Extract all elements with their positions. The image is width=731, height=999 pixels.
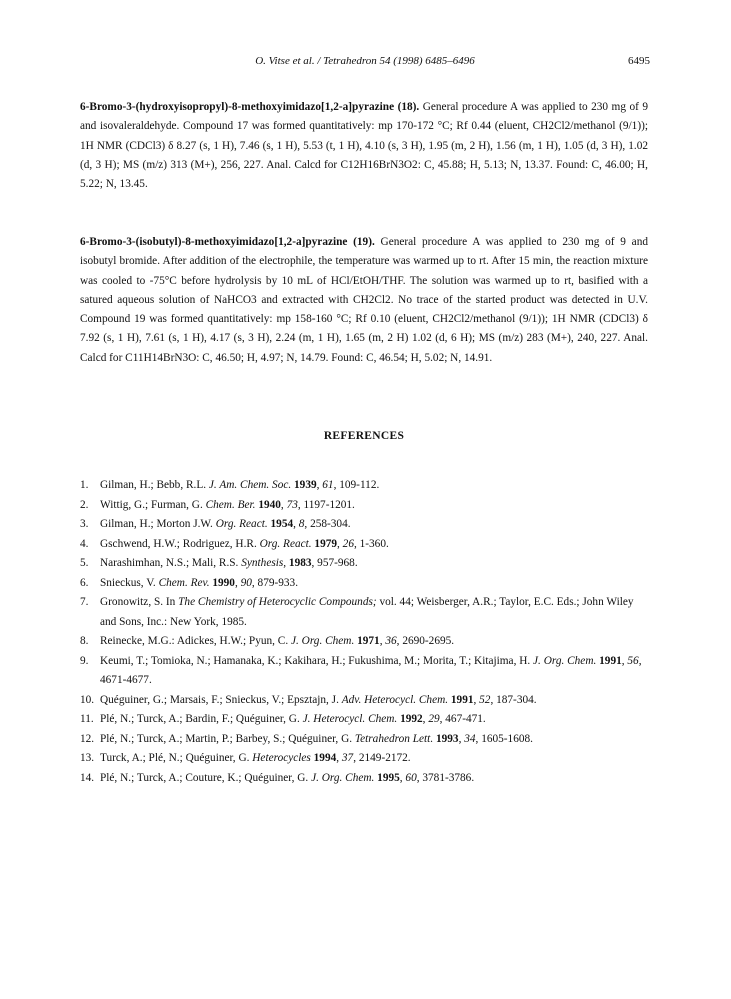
reference-year: 1939 [294, 479, 317, 491]
reference-item: 5. Narashimhan, N.S.; Mali, R.S. Synthesis, 1983, 957-968. [80, 554, 648, 574]
reference-number: 8. [80, 635, 89, 647]
reference-number: 9. [80, 654, 89, 667]
reference-authors: Plé, N.; Turck, A.; Couture, K.; Quéguiner, G. [100, 771, 309, 784]
reference-number: 5. [80, 557, 89, 569]
reference-journal: Chem. Ber. [205, 498, 256, 511]
reference-volume: 60 [405, 771, 417, 784]
reference-number: 2. [80, 498, 89, 511]
reference-journal: J. Heterocycl. Chem. [302, 713, 398, 725]
page-header [80, 55, 650, 71]
reference-item: 9. Keumi, T.; Tomioka, N.; Hamanaka, K.; Kakihara, H.; Fukushima, M.; Morita, T.; Kitajima, H. J. Org. Chem. 1991, 56, 4671-4677. [80, 652, 648, 691]
reference-volume: 52 [479, 693, 491, 706]
reference-volume: 36 [385, 635, 397, 647]
reference-pages: 187-304. [496, 693, 537, 706]
reference-authors: Plé, N.; Turck, A.; Bardin, F.; Quéguiner, G. [100, 713, 300, 725]
reference-journal: J. Am. Chem. Soc. [208, 479, 292, 491]
reference-pages: 4671-4677. [100, 674, 152, 686]
reference-number: 10. [80, 693, 95, 706]
reference-authors: Gschwend, H.W.; Rodriguez, H.R. [100, 537, 257, 550]
reference-item: 11. Plé, N.; Turck, A.; Bardin, F.; Quéguiner, G. J. Heterocycl. Chem. 1992, 29, 467-471. [80, 710, 648, 730]
reference-journal: The Chemistry of Heterocyclic Compounds; [178, 596, 377, 608]
reference-pages: 109-112. [339, 479, 380, 491]
reference-authors: Gilman, H.; Bebb, R.L. [100, 479, 207, 491]
reference-item: 2. Wittig, G.; Furman, G. Chem. Ber. 1940, 73, 1197-1201. [80, 496, 648, 516]
reference-year: 1994 [313, 752, 337, 764]
reference-number: 1. [80, 479, 89, 491]
reference-journal: J. Org. Chem. [291, 635, 355, 647]
reference-number: 11. [80, 713, 94, 725]
page-number: 6495 [628, 55, 650, 67]
reference-volume: 90 [240, 576, 252, 589]
reference-item: 4. Gschwend, H.W.; Rodriguez, H.R. Org. React. 1979, 26, 1-360. [80, 535, 648, 555]
reference-item: 10. Quéguiner, G.; Marsais, F.; Snieckus, V.; Epsztajn, J. Adv. Heterocycl. Chem. 1991, 52, 187-304. [80, 691, 648, 711]
reference-year: 1991 [599, 654, 622, 667]
reference-item: 12. Plé, N.; Turck, A.; Martin, P.; Barbey, S.; Quéguiner, G. Tetrahedron Lett. 1993, 34, 1605-1608. [80, 730, 648, 750]
compound-19-paragraph [80, 233, 648, 368]
reference-number: 3. [80, 518, 89, 530]
reference-year: 1992 [400, 713, 423, 725]
reference-item: 6. Snieckus, V. Chem. Rev. 1990, 90, 879-933. [80, 574, 648, 594]
reference-volume: 61 [322, 479, 334, 491]
reference-volume: 56 [627, 654, 639, 667]
reference-item: 14. Plé, N.; Turck, A.; Couture, K.; Quéguiner, G. J. Org. Chem. 1995, 60, 3781-3786. [80, 769, 648, 789]
reference-authors: Narashimhan, N.S.; Mali, R.S. [100, 557, 239, 569]
reference-item: 13. Turck, A.; Plé, N.; Quéguiner, G. Heterocycles 1994, 37, 2149-2172. [80, 749, 648, 769]
reference-pages: 3781-3786. [422, 771, 475, 784]
compound-18-paragraph [80, 98, 648, 194]
reference-authors: Wittig, G.; Furman, G. [100, 498, 203, 511]
reference-year: 1954 [270, 518, 294, 530]
reference-volume: 8 [298, 518, 305, 530]
reference-number: 12. [80, 732, 95, 745]
reference-volume: 26 [342, 537, 354, 550]
reference-pages: 1-360. [359, 537, 389, 550]
reference-item: 8. Reinecke, M.G.: Adickes, H.W.; Pyun, C. J. Org. Chem. 1971, 36, 2690-2695. [80, 632, 648, 652]
reference-pages: 1605-1608. [481, 732, 533, 745]
reference-journal: J. Org. Chem. [311, 771, 375, 784]
compound-19-body: General procedure A was applied to 230 mg of 9 and isobutyl bromide. After addition of the electrophile, the temperature was warmed up to rt. After 15 min, the reaction mixture was cooled to -75°C before hydrolysis by 10 mL of HCl/EtOH/THF. The solution was warmed up to rt, basified with a satured aqueous solution of NaHCO3 and extracted with CH2Cl2. No trace of the started product was detected in U.V. Compound 19 was formed quantitatively: mp 158-160 °C; Rf 0.10 (eluent, CH2Cl2/methanol (9/1)); 1H NMR (CDCl3) δ 7.92 (s, 1 H), 7.61 (s, 1 H), 4.17 (s, 3 H), 2.24 (m, 1 H), 1.65 (m, 2 H) 1.02 (d, 6 H); MS (m/z) 283 (M+), 240, 227. Anal. Calcd for C11H14BrN3O: C, 46.50; H, 4.97; N, 14.79. Found: C, 46.54; H, 5.02; N, 14.91. [80, 236, 648, 364]
reference-year: 1991 [450, 693, 474, 706]
reference-list [80, 476, 648, 788]
reference-authors: Snieckus, V. [100, 576, 156, 589]
compound-18-body: General procedure A was applied to 230 mg of 9 and isovaleraldehyde. Compound 17 was formed quantitatively: mp 170-172 °C; Rf 0.44 (eluent, CH2Cl2/methanol (9/1)); 1H NMR (CDCl3) δ 8.27 (s, 1 H), 7.46 (s, 1 H), 5.53 (t, 1 H), 4.10 (s, 3 H), 1.95 (m, 2 H), 1.56 (m, 1 H), 1.05 (d, 3 H), 1.02 (d, 3 H); MS (m/z) 313 (M+), 256, 227. Anal. Calcd for C12H16BrN3O2: C, 45.88; H, 5.13; N, 13.37. Found: C, 46.00; H, 5.22; N, 13.45. [80, 101, 649, 191]
reference-pages: 1197-1201. [303, 498, 355, 511]
reference-year: 1983 [288, 557, 312, 569]
reference-number: 13. [80, 752, 95, 764]
reference-journal: Heterocycles [252, 752, 311, 764]
reference-authors: Gilman, H.; Morton J.W. [100, 518, 213, 530]
reference-pages: 467-471. [445, 713, 486, 725]
reference-journal: Tetrahedron Lett. [354, 732, 434, 745]
reference-volume: 34 [464, 732, 476, 745]
reference-year: 1993 [435, 732, 459, 745]
reference-year: 1940 [258, 498, 281, 511]
reference-volume: 29 [428, 713, 440, 725]
reference-year: 1979 [314, 537, 338, 550]
reference-details: vol. 44; Weisberger, A.R.; Taylor, E.C. Eds.; John Wiley and Sons, Inc.: New York, 1985. [100, 596, 634, 628]
reference-authors: Plé, N.; Turck, A.; Martin, P.; Barbey, S.; Quéguiner, G. [100, 732, 353, 745]
reference-year: 1990 [212, 576, 235, 589]
reference-item [80, 593, 648, 632]
compound-19-title: 6-Bromo-3-(isobutyl)-8-methoxyimidazo[1,2-a]pyrazine (19). [80, 236, 375, 248]
reference-number: 14. [80, 771, 95, 784]
compound-18-title: 6-Bromo-3-(hydroxyisopropyl)-8-methoxyimidazo[1,2-a]pyrazine (18). [80, 101, 420, 113]
reference-pages: 879-933. [257, 576, 299, 589]
references-heading: REFERENCES [323, 430, 405, 442]
reference-pages: 2149-2172. [358, 752, 411, 764]
reference-item: 3. Gilman, H.; Morton J.W. Org. React. 1954, 8, 258-304. [80, 515, 648, 535]
reference-year: 1971 [357, 635, 380, 647]
reference-item: 1. Gilman, H.; Bebb, R.L. J. Am. Chem. Soc. 1939, 61, 109-112. [80, 476, 648, 496]
reference-journal: Chem. Rev. [158, 576, 210, 589]
reference-journal: Synthesis, [241, 557, 287, 569]
reference-number: 6. [80, 576, 89, 589]
reference-volume: 73 [286, 498, 298, 511]
reference-year: 1995 [377, 771, 400, 784]
reference-journal: J. Org. Chem. [533, 654, 597, 667]
reference-journal: Org. React. [215, 518, 268, 530]
reference-pages: 2690-2695. [402, 635, 455, 647]
reference-number: 4. [80, 537, 89, 550]
reference-authors: Gronowitz, S. In [100, 596, 176, 608]
running-title: O. Vitse et al. / Tetrahedron 54 (1998) 6485–6496 [255, 55, 475, 67]
reference-authors: Quéguiner, G.; Marsais, F.; Snieckus, V.; Epsztajn, J. [100, 693, 339, 706]
reference-authors: Keumi, T.; Tomioka, N.; Hamanaka, K.; Kakihara, H.; Fukushima, M.; Morita, T.; Kitajima, H. [100, 654, 531, 667]
reference-authors: Reinecke, M.G.: Adickes, H.W.; Pyun, C. [100, 635, 289, 647]
reference-journal: Org. React. [259, 537, 312, 550]
reference-number: 7. [80, 596, 89, 608]
reference-pages: 957-968. [317, 557, 358, 569]
reference-volume: 37 [341, 752, 354, 764]
reference-authors: Turck, A.; Plé, N.; Quéguiner, G. [100, 752, 250, 764]
reference-journal: Adv. Heterocycl. Chem. [341, 693, 449, 706]
reference-pages: 258-304. [310, 518, 351, 530]
